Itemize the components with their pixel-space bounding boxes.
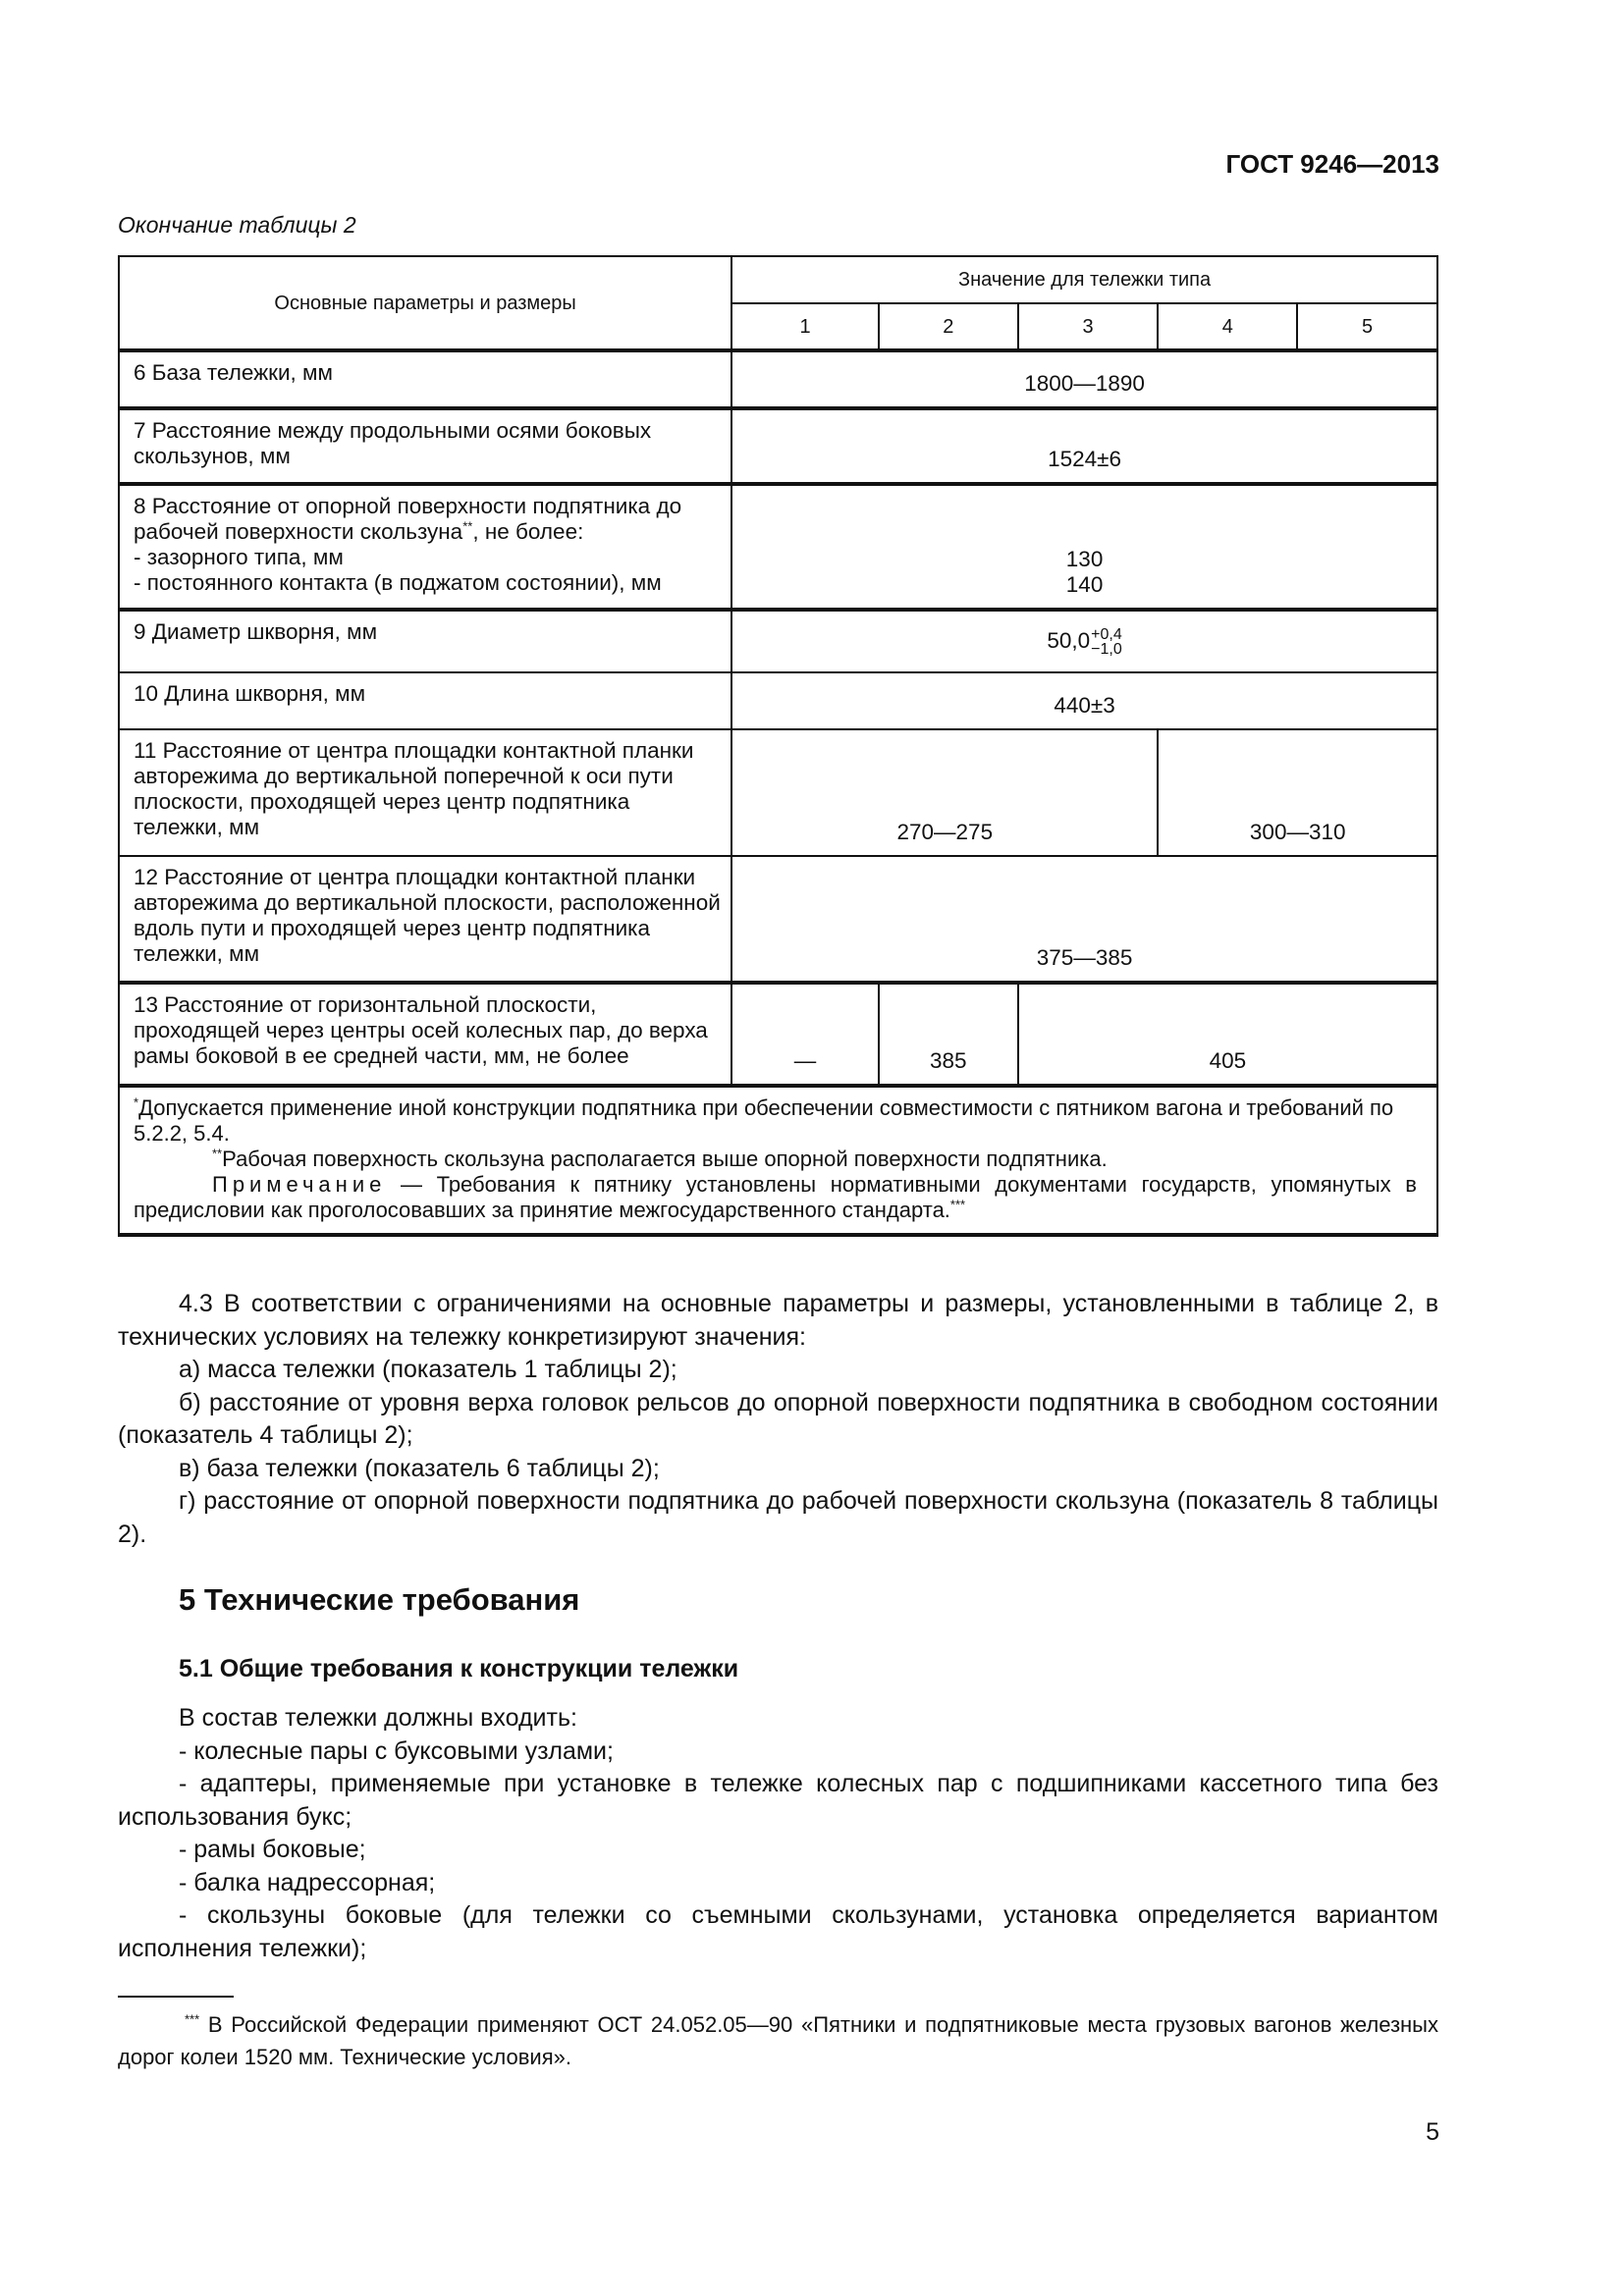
label-text: 8 Расстояние от опорной поверхности подпятника до рабочей поверхности скользуна bbox=[134, 494, 682, 544]
header-value: Значение для тележки типа bbox=[731, 256, 1437, 303]
note-text: Допускается применение иной конструкции подпятника при обеспечении совместимости с пятником вагона и требований по 5.2.2, 5.4. bbox=[134, 1095, 1394, 1146]
row-label: 10 Длина шкворня, мм bbox=[119, 672, 731, 729]
row-label: 9 Диаметр шкворня, мм bbox=[119, 610, 731, 672]
type-3: 3 bbox=[1018, 303, 1159, 350]
note-3 bbox=[134, 1172, 1417, 1223]
document-id: ГОСТ 9246—2013 bbox=[1225, 149, 1439, 179]
row-label: 6 База тележки, мм bbox=[119, 350, 731, 408]
paragraph: В состав тележки должны входить: bbox=[179, 1704, 577, 1732]
table-row bbox=[119, 672, 1437, 729]
tolerance bbox=[1091, 627, 1122, 657]
list-item: в) база тележки (показатель 6 таблицы 2); bbox=[179, 1454, 660, 1482]
list-item: - колесные пары с буксовыми узлами; bbox=[179, 1736, 614, 1765]
paragraph: 4.3 В соответствии с ограничениями на основные параметры и размеры, установленными в таблице 2, в технических условиях на тележку конкретизируют значения: bbox=[118, 1290, 1438, 1351]
table-row bbox=[119, 983, 1437, 1086]
row-value: 1800—1890 bbox=[731, 350, 1437, 408]
table-notes bbox=[119, 1086, 1437, 1235]
page-number: 5 bbox=[1426, 2118, 1439, 2146]
list-item: - балка надрессорная; bbox=[179, 1868, 436, 1896]
list-item: - адаптеры, применяемые при установке в тележке колесных пар с подшипниками кассетного типа без использования букс; bbox=[118, 1770, 1438, 1831]
footnote-mark: ** bbox=[212, 1146, 223, 1161]
row-value: 405 bbox=[1018, 983, 1437, 1086]
footnote-mark: * bbox=[134, 1095, 139, 1110]
row-label: 13 Расстояние от горизонтальной плоскости, проходящей через центры осей колесных пар, до верха рамы боковой в ее средней части, мм, не более bbox=[119, 983, 731, 1086]
parameters-table bbox=[118, 255, 1438, 1237]
row-value: — bbox=[731, 983, 879, 1086]
row-label: 12 Расстояние от центра площадки контактной планки авторежима до вертикальной плоскости, расположенной вдоль пути и проходящей через центр подпятника тележки, мм bbox=[119, 856, 731, 983]
list-item: - скользуны боковые (для тележки со съемными скользунами, установка определяется вариантом исполнения тележки); bbox=[118, 1901, 1438, 1962]
table-row bbox=[119, 484, 1437, 610]
row-value bbox=[731, 610, 1437, 672]
note-label: Примечание bbox=[212, 1172, 387, 1197]
row-label: 7 Расстояние между продольными осями боковых скользунов, мм bbox=[119, 408, 731, 484]
tol-lower: −1,0 bbox=[1091, 640, 1122, 658]
table-caption: Окончание таблицы 2 bbox=[118, 212, 356, 238]
list-item: б) расстояние от уровня верха головок рельсов до опорной поверхности подпятника в свободном состоянии (показатель 4 таблицы 2); bbox=[118, 1388, 1438, 1449]
table-notes-row bbox=[119, 1086, 1437, 1235]
tol-upper: +0,4 bbox=[1091, 625, 1122, 643]
row-value: 300—310 bbox=[1158, 729, 1437, 856]
type-1: 1 bbox=[731, 303, 879, 350]
table-row bbox=[119, 408, 1437, 484]
section-5-1 bbox=[118, 1702, 1438, 1965]
footnote-mark: ** bbox=[462, 518, 473, 534]
value-1: 130 bbox=[1065, 547, 1104, 571]
note-1 bbox=[134, 1095, 1417, 1147]
row-value: 1524±6 bbox=[731, 408, 1437, 484]
label-text: , не более: bbox=[472, 519, 584, 544]
list-item: г) расстояние от опорной поверхности подпятника до рабочей поверхности скользуна (показатель 8 таблицы 2). bbox=[118, 1487, 1438, 1548]
type-4: 4 bbox=[1158, 303, 1297, 350]
section-4-3 bbox=[118, 1288, 1438, 1551]
table-row bbox=[119, 729, 1437, 856]
sub-item: - зазорного типа, мм bbox=[134, 545, 344, 569]
value-base: 50,0 bbox=[1047, 627, 1091, 653]
table-row bbox=[119, 856, 1437, 983]
footnote-mark: *** bbox=[949, 1197, 966, 1212]
row-label: 11 Расстояние от центра площадки контактной планки авторежима до вертикальной поперечной к оси пути плоскости, проходящей через центр подпятника тележки, мм bbox=[119, 729, 731, 856]
table-row bbox=[119, 610, 1437, 672]
header-param: Основные параметры и размеры bbox=[119, 256, 731, 350]
footnote-divider bbox=[118, 1996, 234, 1998]
row-value: 385 bbox=[879, 983, 1018, 1086]
value-2: 140 bbox=[1065, 572, 1104, 597]
footnote-mark: *** bbox=[185, 2011, 200, 2027]
section-5-title: 5 Технические требования bbox=[179, 1582, 580, 1617]
note-text: — Требования к пятнику установлены нормативными документами государств, упомянутых в предисловии как проголосовавших за принятие межгосударственного стандарта. bbox=[134, 1172, 1417, 1222]
row-value: 440±3 bbox=[731, 672, 1437, 729]
table-row bbox=[119, 350, 1437, 408]
row-value: 375—385 bbox=[731, 856, 1437, 983]
section-5-1-title: 5.1 Общие требования к конструкции тележки bbox=[179, 1655, 739, 1682]
row-value: 270—275 bbox=[731, 729, 1158, 856]
list-item: а) масса тележки (показатель 1 таблицы 2); bbox=[179, 1356, 677, 1383]
sub-item: - постоянного контакта (в поджатом состоянии), мм bbox=[134, 570, 662, 595]
row-value bbox=[731, 484, 1437, 610]
footnote bbox=[118, 2008, 1438, 2073]
row-label bbox=[119, 484, 731, 610]
note-text: Рабочая поверхность скользуна располагается выше опорной поверхности подпятника. bbox=[222, 1147, 1108, 1171]
list-item: - рамы боковые; bbox=[179, 1836, 366, 1863]
type-5: 5 bbox=[1297, 303, 1437, 350]
footnote-text: В Российской Федерации применяют ОСТ 24.052.05—90 «Пятники и подпятниковые места грузовых вагонов железных дорог колеи 1520 мм. Технические условия». bbox=[118, 2012, 1438, 2069]
note-2 bbox=[134, 1147, 1417, 1172]
type-2: 2 bbox=[879, 303, 1018, 350]
